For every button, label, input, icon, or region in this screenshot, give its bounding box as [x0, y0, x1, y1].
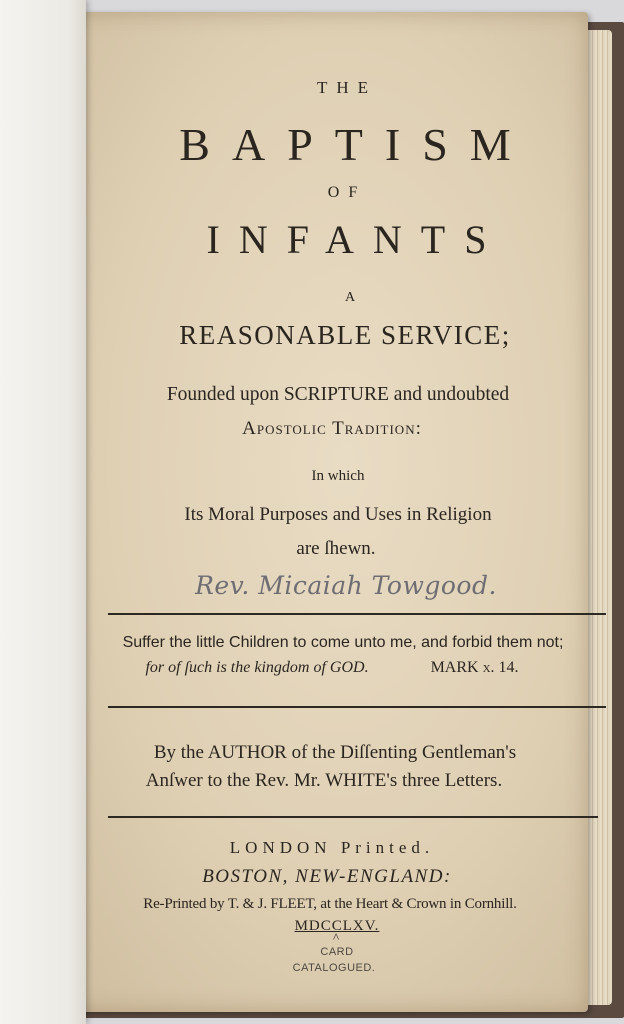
rule-divider-2: [108, 706, 606, 708]
epigraph-line-2: [46, 659, 588, 677]
title-the: THE: [316, 78, 378, 97]
imprint-london: LONDON Printed.: [229, 838, 435, 857]
white-card-left: [0, 0, 86, 1024]
epigraph-text: for of ſuch is the kingdom of GOD.: [145, 659, 369, 676]
imprint-reprinted: Re-Printed by T. & J. FLEET, at the Heart & Crown in Cornhill.: [143, 896, 517, 912]
stamp-card: CARD: [320, 946, 354, 958]
title-page: [46, 12, 588, 1012]
title-infants: INFANTS: [206, 217, 506, 262]
subtitle-shewn: are ſhewn.: [296, 538, 376, 559]
subtitle-founded: Founded upon SCRIPTURE and undoubted: [166, 384, 510, 405]
imprint-year: MDCCLXV.: [294, 918, 380, 934]
author-line-2: Anſwer to the Rev. Mr. WHITE's three Letters.: [145, 770, 503, 791]
rule-divider-3: [108, 816, 598, 818]
subtitle-moral: Its Moral Purposes and Uses in Religion: [184, 504, 492, 525]
pencil-caret: ^: [332, 930, 340, 945]
subtitle-apostolic: Apostolic Tradition:: [242, 418, 422, 439]
imprint-boston: BOSTON, NEW-ENGLAND:: [202, 866, 452, 887]
stamp-catalogued: CATALOGUED.: [292, 962, 376, 974]
subtitle-in-which: In which: [311, 468, 365, 484]
author-line-1: By the AUTHOR of the Diſſenting Gentleman's: [153, 742, 517, 763]
title-page-text: [46, 12, 588, 1012]
title-reasonable-service: REASONABLE SERVICE;: [179, 320, 511, 350]
rule-divider-1: [108, 613, 606, 615]
epigraph-line-1: Suffer the little Children to come unto me, and forbid them not;: [122, 634, 564, 651]
title-a: A: [344, 290, 356, 305]
epigraph-reference: MARK x. 14.: [430, 659, 519, 676]
handwritten-signature: Rev. Micaiah Towgood.: [195, 571, 497, 600]
title-baptism: BAPTISM: [179, 119, 533, 170]
title-of: OF: [327, 184, 367, 201]
